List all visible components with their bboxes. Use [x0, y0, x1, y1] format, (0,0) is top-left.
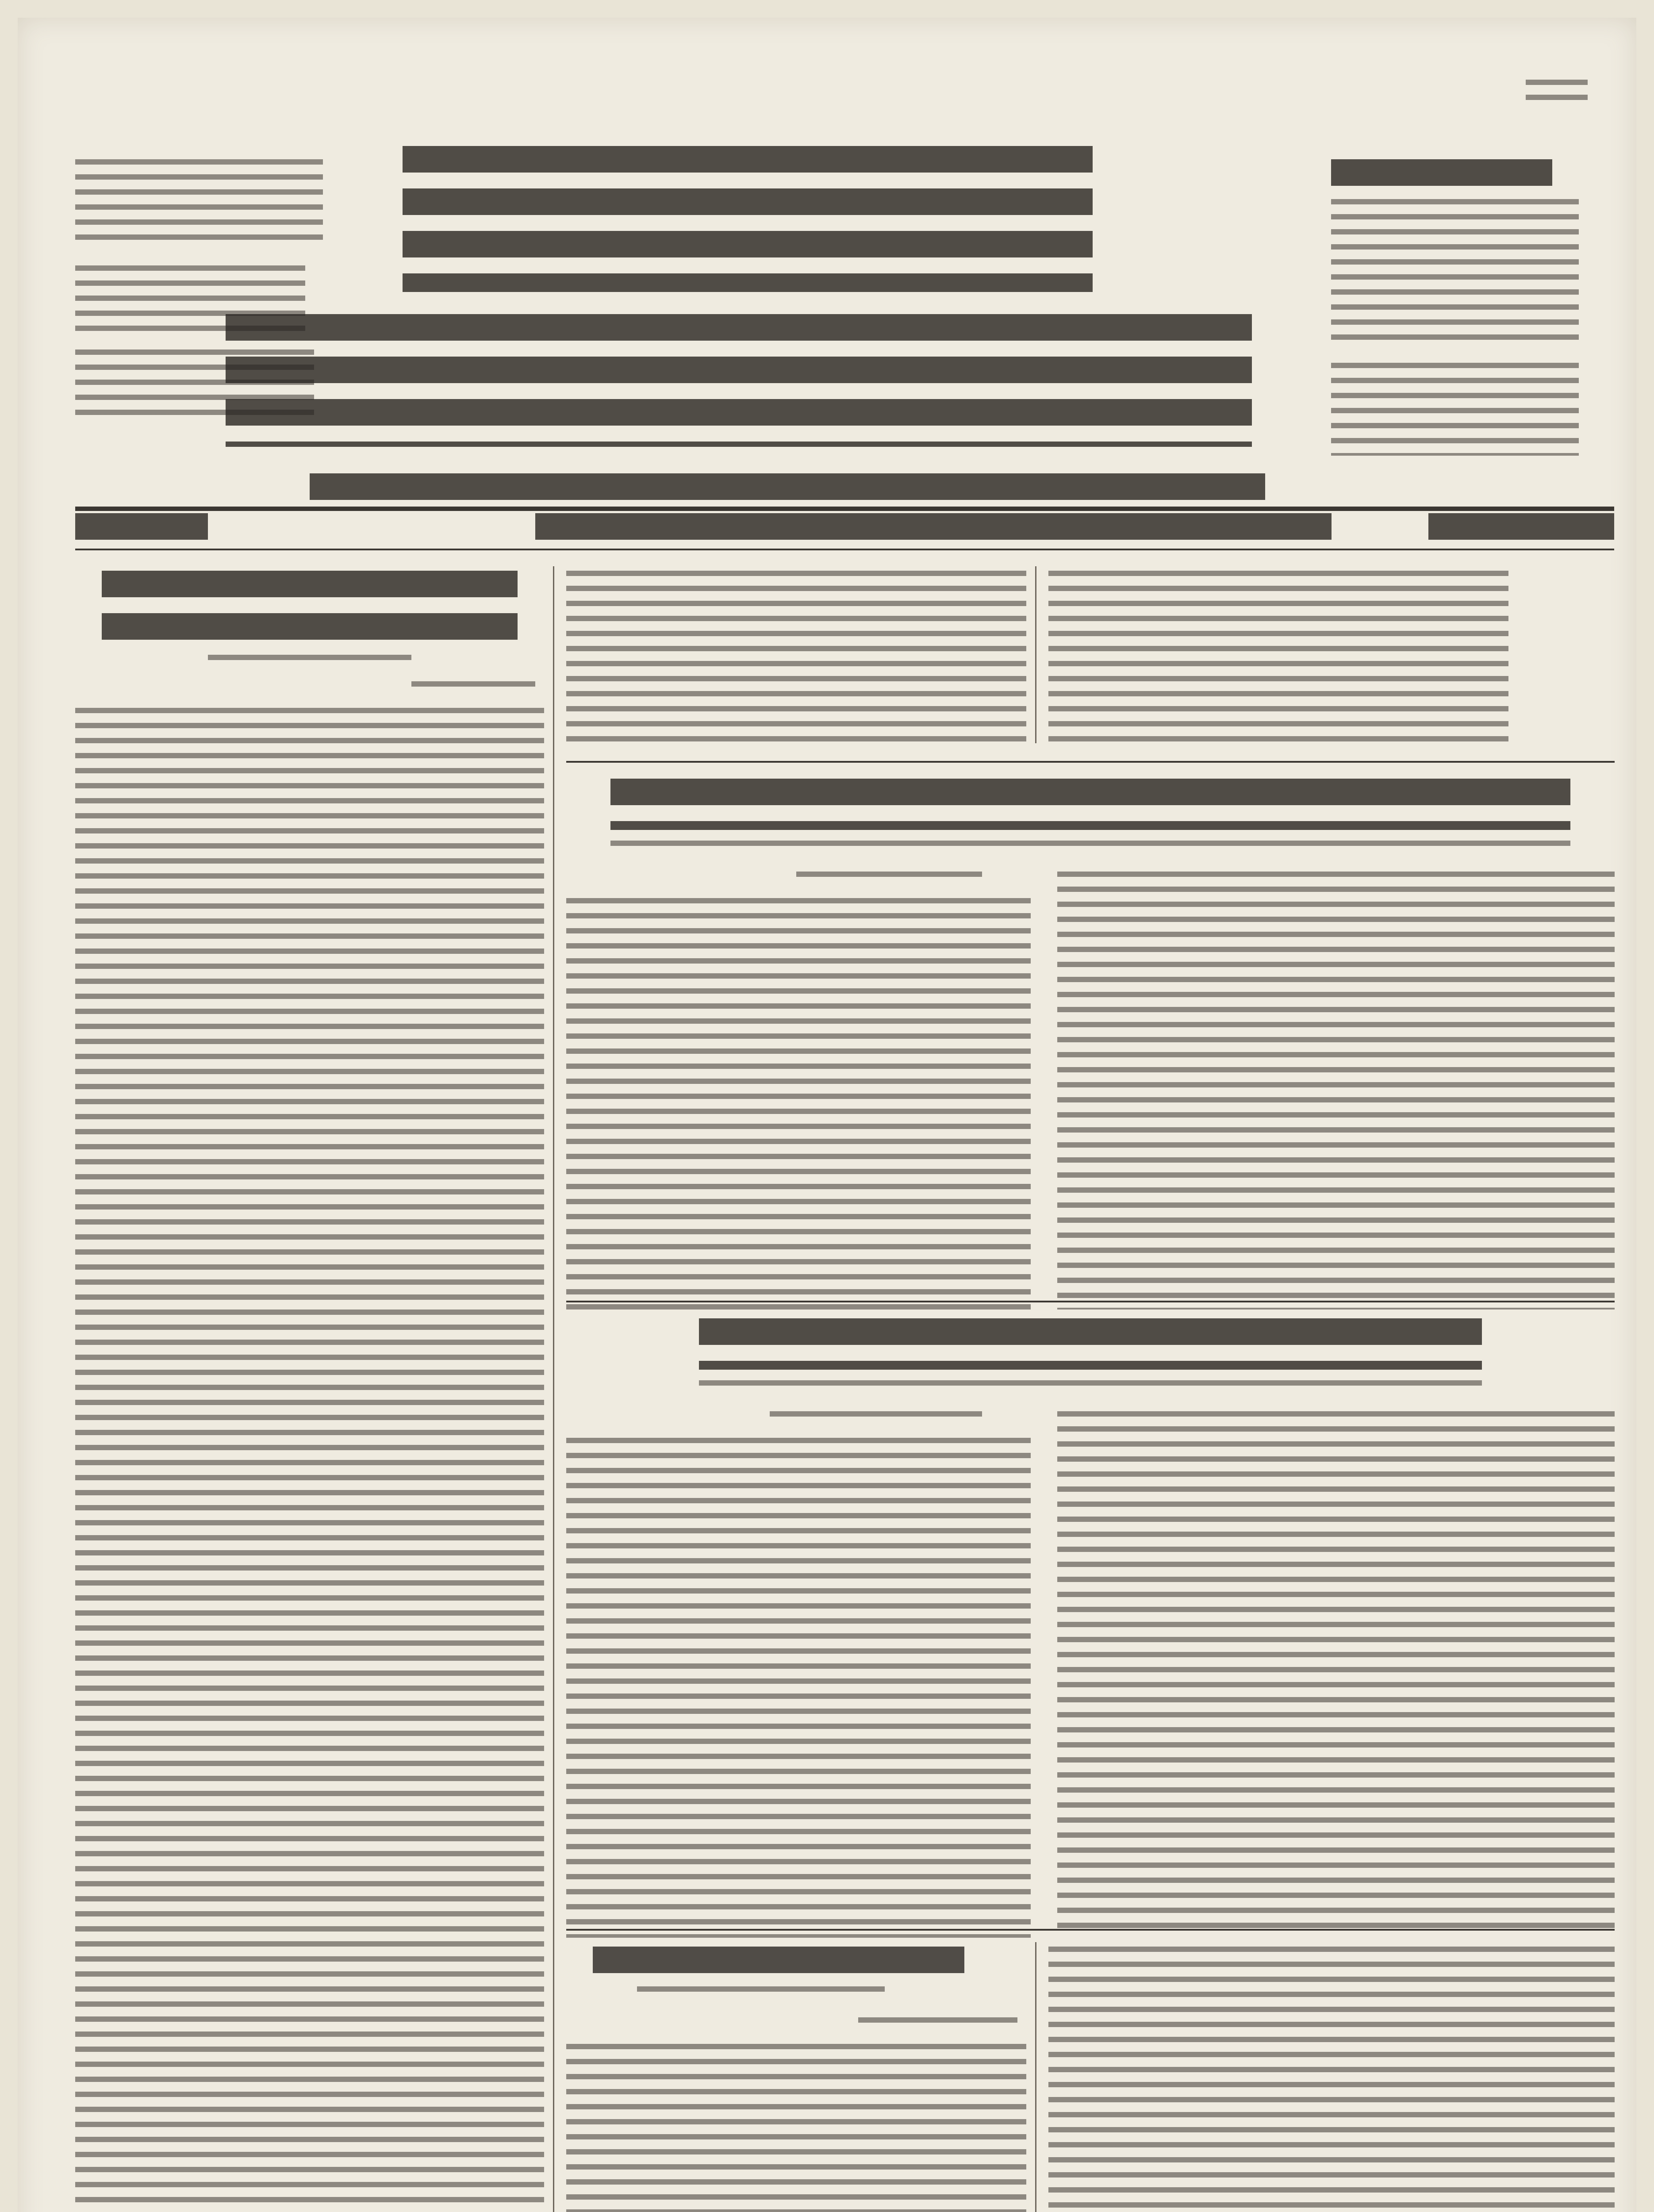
article-left-column [75, 571, 544, 2212]
article-3 [566, 1318, 1615, 1938]
rule-article-3 [566, 1301, 1615, 1302]
column-rule-1 [553, 566, 554, 2212]
article-3-subhead [699, 1380, 1482, 1395]
article-left-dateline [411, 681, 535, 696]
article-2-body-col-1 [566, 898, 1031, 1310]
article-3-dateline [770, 1411, 982, 1426]
masthead [226, 146, 1252, 469]
article-2-headline [610, 779, 1570, 830]
article-3-body-col-1 [566, 1438, 1031, 1938]
article-2 [566, 779, 1615, 1310]
masthead-subtitle [310, 473, 1265, 504]
article-top-right-continuation [566, 571, 1615, 743]
header-right-info-box [1331, 159, 1579, 473]
issue-bar [75, 513, 1614, 544]
article-4-body-col-2 [1048, 1947, 1615, 2212]
newspaper-page [18, 18, 1636, 2212]
article-4-headline [593, 1947, 964, 1973]
article-2-dateline [796, 872, 982, 887]
article-left-body [75, 708, 544, 2212]
article-4-dateline [858, 2017, 1017, 2032]
article-3-body-col-2 [1057, 1411, 1615, 1938]
page-number [1526, 80, 1588, 104]
article-left-headline [102, 571, 518, 640]
header-rule-top [75, 507, 1614, 511]
article-2-subhead [610, 841, 1570, 856]
article-4-subhead [637, 1986, 885, 2001]
rule-article-2 [566, 761, 1615, 763]
header-rule-bottom [75, 549, 1614, 550]
article-4 [566, 1947, 1615, 2212]
masthead-title-line-2 [226, 314, 1252, 447]
issue-volume [1428, 513, 1614, 544]
article-left-subhead [208, 655, 411, 670]
issue-number [75, 513, 208, 544]
header-right-block-1 [1331, 199, 1579, 345]
article-continuation-col-1 [566, 571, 1026, 743]
header-right-block-2 [1331, 363, 1579, 456]
issue-date [535, 513, 1332, 544]
header-right-price [1331, 159, 1552, 186]
article-2-body-col-2 [1057, 872, 1615, 1310]
article-3-headline [699, 1318, 1482, 1370]
article-continuation-col-2 [1048, 571, 1508, 743]
article-4-body-col-1 [566, 2044, 1026, 2212]
masthead-title-line-1 [403, 146, 1093, 292]
rule-article-4 [566, 1929, 1615, 1931]
